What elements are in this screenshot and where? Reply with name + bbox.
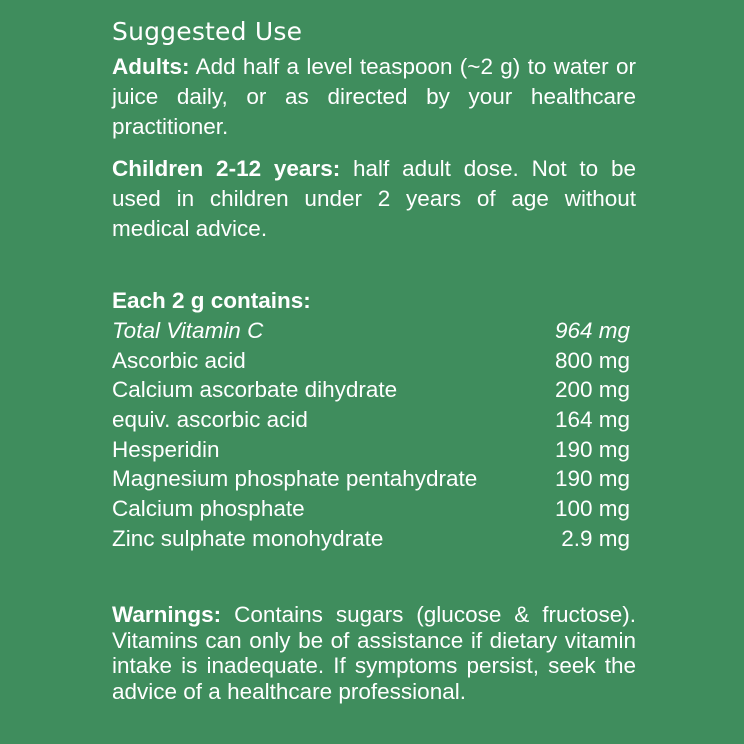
ingredient-row xyxy=(112,464,630,494)
ingredient-row xyxy=(112,494,630,524)
adults-label: Adults: xyxy=(112,54,190,79)
ingredient-amount: 2.9 mg xyxy=(561,525,630,551)
ingredient-amount: 964 mg xyxy=(554,318,630,343)
warnings-paragraph xyxy=(112,602,636,704)
ingredient-name: Calcium phosphate xyxy=(112,496,305,522)
ingredient-row xyxy=(112,346,630,376)
ingredient-name: Calcium ascorbate dihydrate xyxy=(112,377,398,403)
ingredient-amount: 190 mg xyxy=(554,436,630,462)
ingredient-row xyxy=(112,375,630,405)
ingredient-name: Ascorbic acid xyxy=(112,347,246,373)
composition-heading: Each 2 g contains: xyxy=(112,288,311,313)
ingredient-list xyxy=(112,316,630,554)
ingredient-amount: 800 mg xyxy=(554,347,630,373)
suggested-use-heading: Suggested Use xyxy=(112,17,303,46)
children-dosage-text: half adult dose. Not to be used in children under 2 years of age without medical advice. xyxy=(112,156,636,241)
warnings-text: Contains sugars (glucose & fructose). Vitamins can only be of assistance if dietary vitamin intake is inadequate. If symptoms persist, seek the advice of a healthcare professional. xyxy=(112,602,636,704)
warnings-label: Warnings: xyxy=(112,602,222,627)
ingredient-name: Zinc sulphate monohydrate xyxy=(112,525,384,551)
adults-dosage-paragraph xyxy=(112,52,636,142)
ingredient-name: Magnesium phosphate pentahydrate xyxy=(112,466,478,492)
ingredient-row xyxy=(112,435,630,465)
ingredient-row xyxy=(112,524,630,554)
adults-dosage-text: Add half a level teaspoon (~2 g) to water or juice daily, or as directed by your healthcare practitioner. xyxy=(112,54,636,139)
ingredient-amount: 190 mg xyxy=(554,466,630,492)
children-dosage-paragraph xyxy=(112,154,636,244)
ingredient-row xyxy=(112,316,630,346)
ingredient-name: equiv. ascorbic acid xyxy=(112,407,308,433)
ingredient-name: Hesperidin xyxy=(112,436,220,462)
ingredient-amount: 164 mg xyxy=(554,407,630,433)
ingredient-amount: 200 mg xyxy=(554,377,630,403)
ingredient-name: Total Vitamin C xyxy=(112,318,264,343)
ingredient-amount: 100 mg xyxy=(554,496,630,522)
ingredient-row xyxy=(112,405,630,435)
children-label: Children 2-12 years: xyxy=(112,156,341,181)
